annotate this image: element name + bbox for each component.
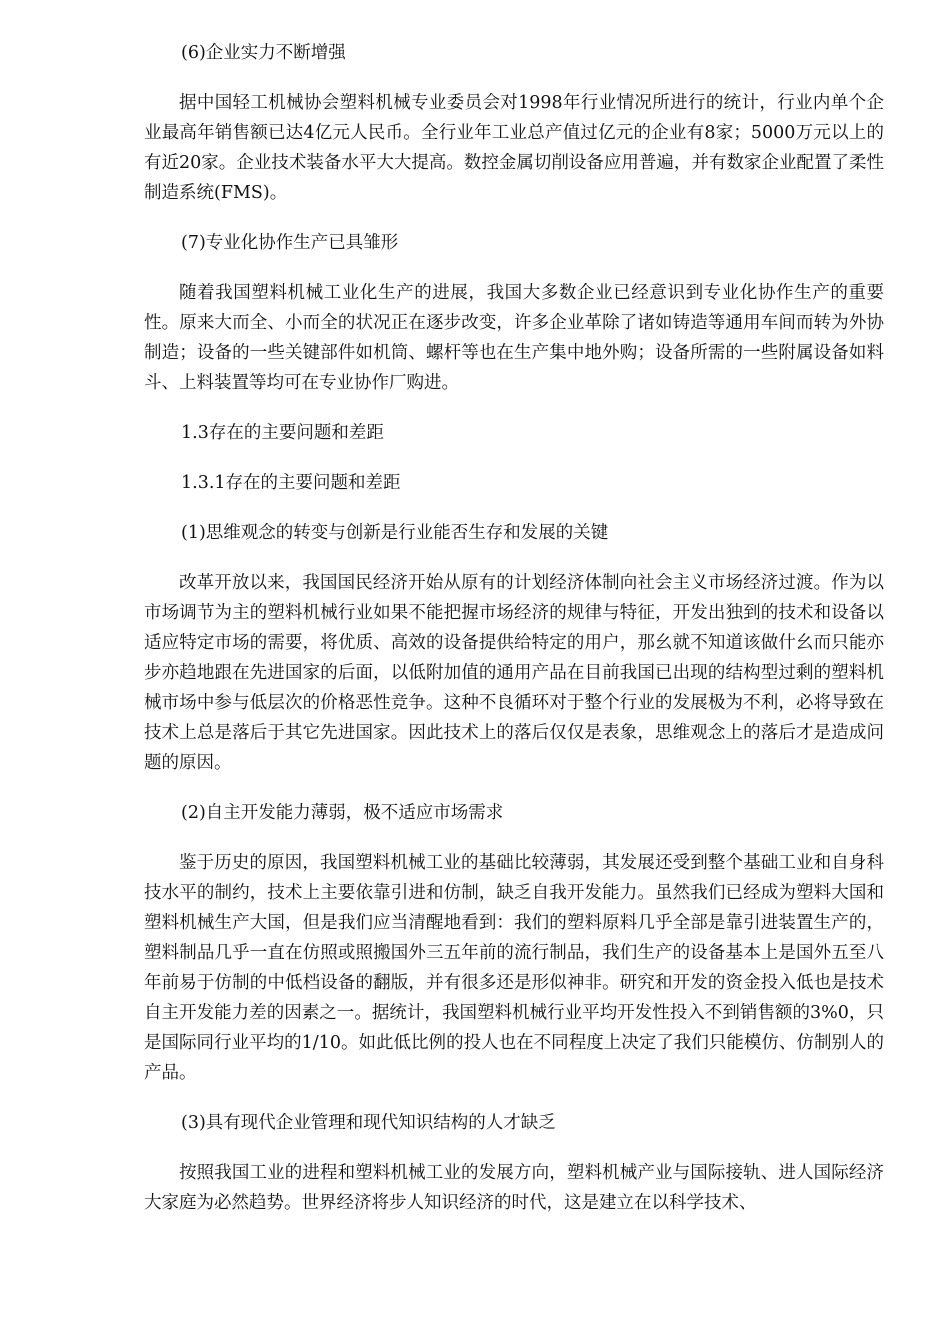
para-specialization: 随着我国塑料机械工业化生产的进展，我国大多数企业已经意识到专业化协作生产的重要性。原来大而全、小而全的状况正在逐步改变，许多企业革除了诸如铸造等通用车间而转为外协制造；设备的一些关键部件如机筒、螺杆等也在生产集中地外购；设备所需的一些附属设备如料斗、上料装置等均可在专业协作厂购进。 (144, 283, 884, 393)
heading-1-mindset: (1)思维观念的转变与创新是行业能否生存和发展的关键 (181, 523, 609, 543)
para-1998-statistics: 据中国轻工机械协会塑料机械专业委员会对1998年行业情况所进行的统计，行业内单个企业最高年销售额已达4亿元人民币。全行业年工业总产值过亿元的企业有8家；5000万元以上的有近20家。企业技术装备水平大大提高。数控金属切削设备应用普遍，并有数家企业配置了柔性制造系统(FMS)。 (144, 93, 884, 203)
document-page (144, 38, 884, 1238)
para-mindset: 改革开放以来，我国国民经济开始从原有的计划经济体制向社会主义市场经济过渡。作为以市场调节为主的塑料机械行业如果不能把握市场经济的规律与特征，开发出独到的技术和设备以适应特定市场的需要，将优质、高效的设备提供给特定的用户，那幺就不知道该做什幺而只能亦步亦趋地跟在先进国家的后面，以低附加值的通用产品在目前我国已出现的结构型过剩的塑料机械市场中参与低层次的价格恶性竞争。这种不良循环对于整个行业的发展极为不利，必将导致在技术上总是落后于其它先进国家。因此技术上的落后仅仅是表象，思维观念上的落后才是造成问题的原因。 (144, 573, 884, 773)
para-rd-capability: 鉴于历史的原因，我国塑料机械工业的基础比较薄弱，其发展还受到整个基础工业和自身科技水平的制约，技术上主要依靠引进和仿制，缺乏自我开发能力。虽然我们已经成为塑料大国和塑料机械生产大国，但是我们应当清醒地看到：我们的塑料原料几乎全部是靠引进装置生产的，塑料制品几乎一直在仿照或照搬国外三五年前的流行制品，我们生产的设备基本上是国外五至八年前易于仿制的中低档设备的翻版，并有很多还是形似神非。研究和开发的资金投入低也是技术自主开发能力差的因素之一。据统计，我国塑料机械行业平均开发性投入不到销售额的3%0，只是国际同行业平均的1/10。如此低比例的投人也在不同程度上决定了我们只能模仿、仿制别人的产品。 (144, 853, 884, 1083)
heading-7-specialization: (7)专业化协作生产已具雏形 (181, 233, 399, 253)
heading-3-talent: (3)具有现代企业管理和现代知识结构的人才缺乏 (181, 1113, 556, 1133)
heading-2-rd-capability: (2)自主开发能力薄弱，极不适应市场需求 (181, 803, 504, 823)
heading-1-3-1-problems: 1.3.1存在的主要问题和差距 (181, 473, 401, 493)
heading-6-enterprise-strength: (6)企业实力不断增强 (181, 43, 346, 63)
para-talent: 按照我国工业的进程和塑料机械工业的发展方向，塑料机械产业与国际接轨、进人国际经济大家庭为必然趋势。世界经济将步人知识经济的时代，这是建立在以科学技术、 (144, 1163, 884, 1213)
heading-1-3-problems: 1.3存在的主要问题和差距 (181, 423, 384, 443)
